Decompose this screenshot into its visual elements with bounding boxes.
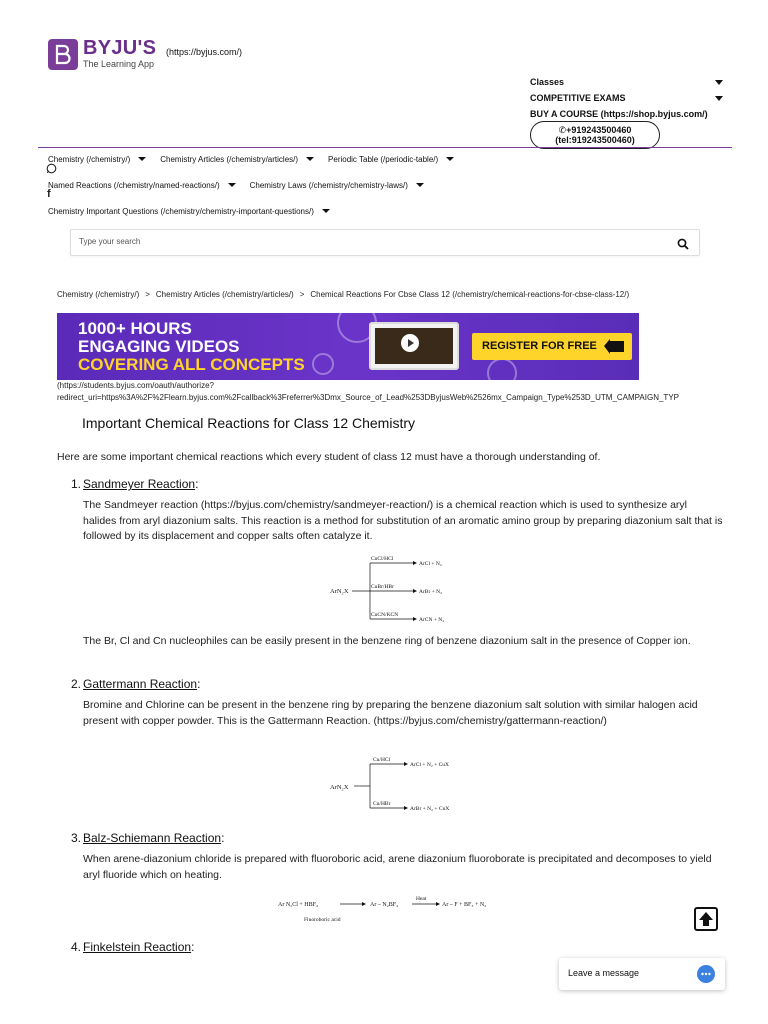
chevron-down-icon[interactable] (446, 157, 454, 161)
search-input[interactable] (79, 237, 639, 246)
scheme-reactant: ArN₂X (330, 588, 349, 595)
intro-paragraph: Here are some important chemical reactions which every student of class 12 must have a thorough understanding of. (57, 451, 601, 463)
facebook-icon[interactable]: f (47, 188, 51, 200)
phone-button[interactable] (530, 121, 660, 149)
chevron-down-icon[interactable] (306, 157, 314, 161)
chat-label[interactable]: Leave a message (568, 968, 640, 978)
subnav-item-named-reactions[interactable]: Named Reactions (/chemistry/named-reactions/) (48, 181, 220, 190)
subnav-item-important-questions[interactable]: Chemistry Important Questions (/chemistry/chemistry-important-questions/) (48, 207, 314, 216)
competitive-exams-menu[interactable] (530, 93, 725, 103)
list-item-gattermann (71, 677, 200, 691)
subnav-row-3 (48, 207, 344, 216)
logo-tagline: The Learning App (83, 59, 155, 69)
scheme-condition: CuCl/HCl (371, 556, 394, 562)
list-number: 1. (71, 477, 82, 491)
scheme-condition: Cu/HBr (373, 801, 391, 807)
banner-link-url[interactable] (57, 380, 747, 404)
chevron-down-icon[interactable] (138, 157, 146, 161)
scheme-reactant: ArN₂X (330, 784, 349, 791)
phone-tel-link: (tel:919243500460) (555, 135, 635, 145)
scheme-product: ArCl + N₂ + CuX (410, 762, 449, 768)
phone-icon: ✆ (558, 125, 567, 135)
chat-widget[interactable] (559, 958, 725, 990)
sandmeyer-link[interactable]: Sandmeyer Reaction (83, 477, 196, 491)
scheme-intermediate: Ar – N₂BF₄ (370, 902, 399, 908)
gattermann-link[interactable]: Gattermann Reaction (83, 677, 198, 691)
banner-headline-2: ENGAGING VIDEOS (78, 337, 240, 356)
classes-label[interactable]: Classes (530, 77, 565, 87)
breadcrumb-separator: > (145, 290, 150, 299)
breadcrumb-separator: > (299, 290, 305, 299)
buy-course-link[interactable]: BUY A COURSE (https://shop.byjus.com/) (530, 109, 708, 119)
phone-number: +919243500460 (566, 125, 632, 135)
scheme-reactant: Ar N₂Cl + HBF₄ (278, 902, 319, 908)
subnav-row-1 (48, 155, 468, 164)
chevron-down-icon[interactable] (416, 183, 424, 187)
scheme-product: ArCl + N₂ (419, 561, 442, 567)
scheme-product: Ar – F + BF₃ + N₂ (442, 902, 487, 908)
scroll-to-top-button[interactable] (694, 907, 718, 931)
list-item-finkelstein (71, 940, 194, 954)
competitive-exams-label[interactable]: COMPETITIVE EXAMS (530, 93, 626, 103)
scheme-condition: Heat (416, 896, 427, 902)
chevron-down-icon[interactable] (715, 96, 723, 101)
scheme-condition: Cu/HCl (373, 757, 391, 763)
tablet-illustration (369, 322, 459, 370)
chevron-down-icon[interactable] (228, 183, 236, 187)
balz-schiemann-description: When arene-diazonium chloride is prepared with fluoroboric acid, arene diazonium fluoroborate is precipitated and decomposes to yield aryl fluoride which on heating. (83, 853, 712, 881)
breadcrumb (57, 290, 629, 299)
breadcrumb-item-articles[interactable]: Chemistry Articles (/chemistry/articles/) (155, 290, 294, 299)
breadcrumb-item-current[interactable]: Chemical Reactions For Cbse Class 12 (/chemistry/chemical-reactions-for-cbse-class-12/) (310, 290, 630, 299)
logo-url-link[interactable]: (https://byjus.com/) (166, 47, 243, 57)
logo-name[interactable]: BYJU'S (83, 37, 157, 59)
scheme-reagent-label: Fluoroboric acid (304, 917, 341, 923)
chevron-down-icon[interactable] (322, 209, 330, 213)
colon: : (197, 677, 201, 691)
list-number: 2. (71, 677, 82, 691)
subnav-item-periodic-table[interactable]: Periodic Table (/periodic-table/) (328, 155, 439, 164)
chat-bubble-icon[interactable] (697, 965, 715, 983)
whatsapp-icon[interactable] (46, 163, 57, 177)
subnav-item-chemistry[interactable]: Chemistry (/chemistry/) (48, 155, 131, 164)
gattermann-scheme (330, 752, 480, 816)
arrow-up-icon (696, 909, 716, 929)
byjus-logo-icon[interactable] (48, 39, 78, 70)
scheme-condition: CuBr/HBr (371, 584, 394, 590)
banner-url-line-1[interactable]: (https://students.byjus.com/oauth/authorize? (57, 381, 214, 390)
decorative-circle (487, 358, 517, 380)
sandmeyer-description: The Sandmeyer reaction (https://byjus.com/chemistry/sandmeyer-reaction/) is a chemical reaction which is used to synthesize aryl halides from aryl diazonium salts. This reaction is a method for substitution of an aromatic amino group by preparing diazonium salt that is followed by its displacement and copper salts often catalyze it. (83, 499, 723, 542)
list-number: 4. (71, 940, 82, 954)
subnav-row-2 (48, 181, 438, 190)
search-icon[interactable] (677, 237, 689, 255)
balz-schiemann-scheme (278, 894, 508, 924)
promo-banner[interactable] (57, 313, 639, 380)
header-divider (38, 147, 732, 148)
banner-url-line-2[interactable]: redirect_uri=https%3A%2F%2Flearn.byjus.com%2Fcallback%3Freferrer%3Dmx_Source_of_Lead%253DByjusWeb%2526mx_Campaign_Type%253D_UTM_CAMPAIGN_TYP (57, 393, 679, 402)
gattermann-description: Bromine and Chlorine can be present in the benzene ring by preparing the benzene diazonium salt solution with similar halogen acid present with copper powder. This is the Gattermann Reaction. (https://byjus.com/chemistry/gattermann-reaction/) (83, 699, 698, 727)
scheme-condition: CuCN/KCN (371, 612, 399, 618)
list-item-balz-schiemann (71, 831, 224, 845)
page-title: Important Chemical Reactions for Class 12 Chemistry (82, 415, 416, 431)
register-label: REGISTER FOR FREE (482, 340, 597, 352)
colon: : (195, 477, 199, 491)
scheme-product: ArBr + N₂ + CuX (410, 806, 450, 812)
subnav-item-chemistry-laws[interactable]: Chemistry Laws (/chemistry/chemistry-laws/) (249, 181, 408, 190)
banner-headline-1: 1000+ HOURS (78, 319, 192, 338)
finkelstein-link[interactable]: Finkelstein Reaction (83, 940, 192, 954)
balz-schiemann-link[interactable]: Balz-Schiemann Reaction (83, 831, 222, 845)
sandmeyer-note: The Br, Cl and Cn nucleophiles can be easily present in the benzene ring of benzene diazonium salt in the presence of Copper ion. (83, 635, 691, 647)
list-number: 3. (71, 831, 82, 845)
list-item-sandmeyer (71, 477, 198, 491)
play-icon (401, 334, 419, 352)
sandmeyer-scheme (330, 553, 470, 625)
chevron-down-icon[interactable] (715, 80, 723, 85)
scheme-product: ArBr + N₂ (419, 589, 443, 595)
colon: : (221, 831, 225, 845)
scheme-product: ArCN + N₂ (419, 617, 445, 623)
breadcrumb-item-chemistry[interactable]: Chemistry (/chemistry/) (57, 290, 140, 299)
banner-headline-3: COVERING ALL CONCEPTS (78, 355, 305, 374)
register-button[interactable] (472, 333, 632, 360)
search-bar (70, 229, 700, 256)
classes-menu[interactable] (530, 77, 725, 87)
arrow-left-icon (610, 341, 624, 352)
subnav-item-chemistry-articles[interactable]: Chemistry Articles (/chemistry/articles/) (160, 155, 299, 164)
colon: : (191, 940, 195, 954)
decorative-circle (312, 353, 334, 375)
